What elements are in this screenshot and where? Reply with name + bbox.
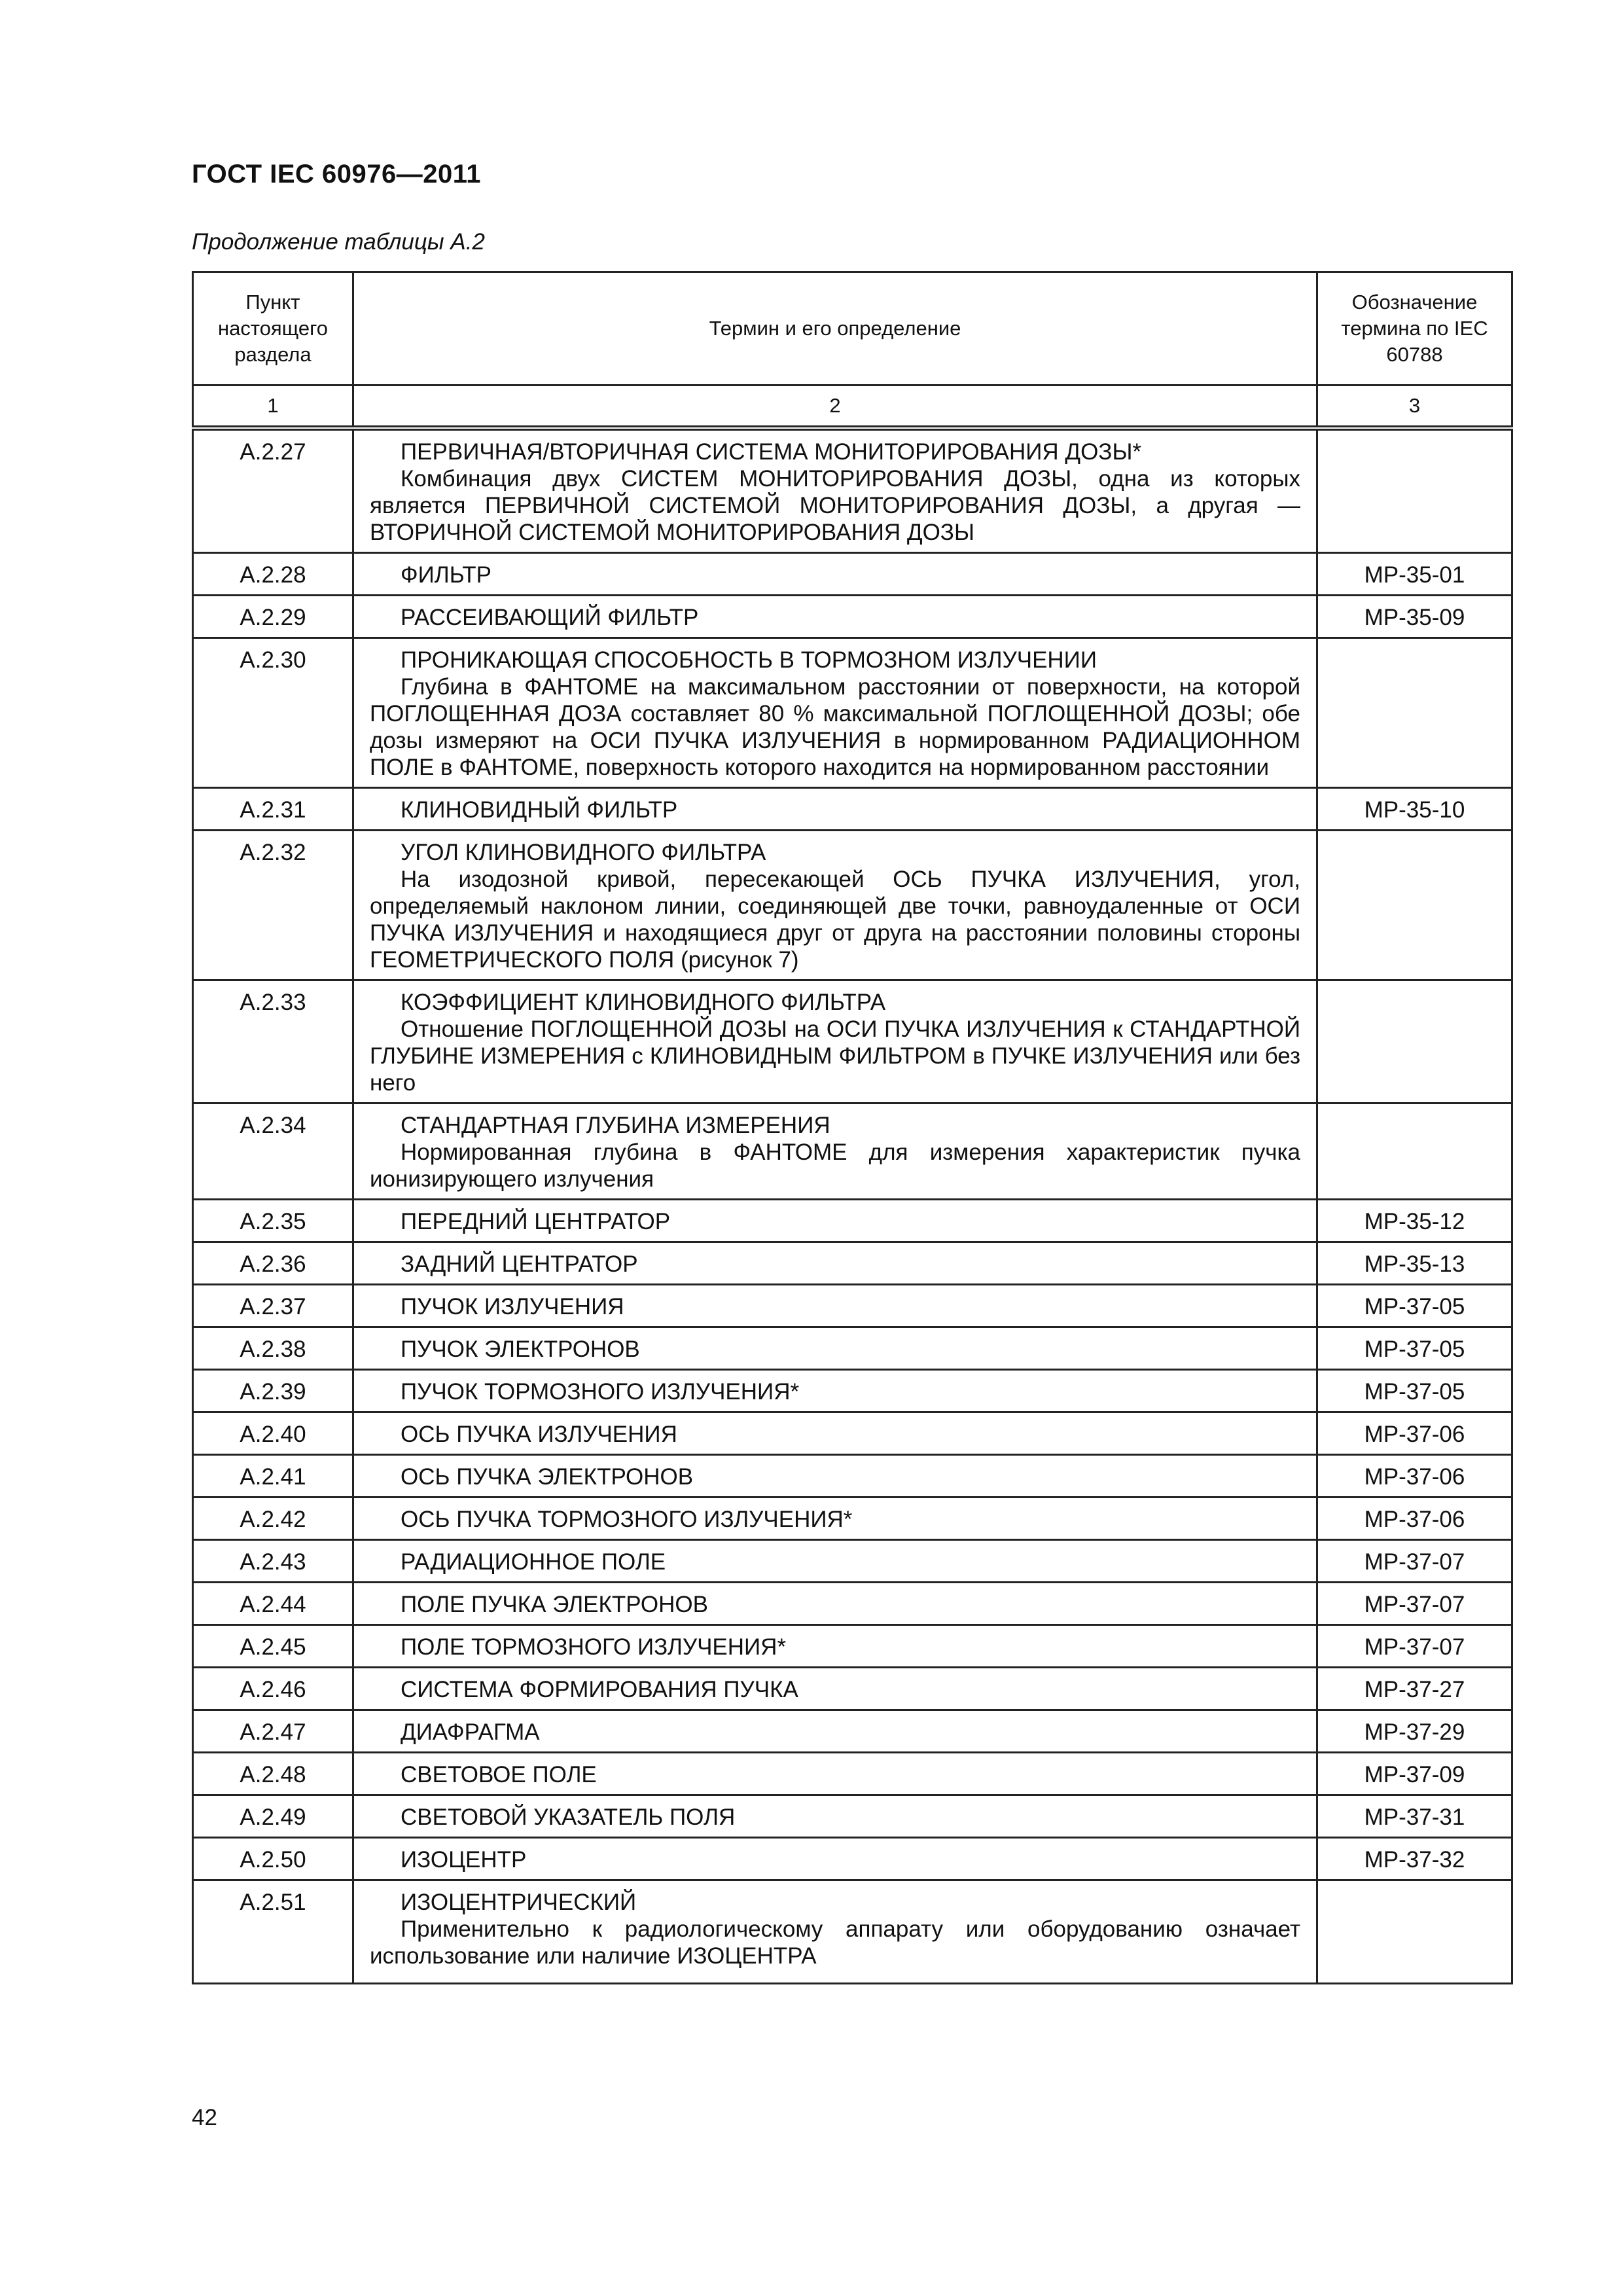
iec-code: МР-37-06 <box>1317 1412 1512 1455</box>
iec-code <box>1317 1103 1512 1200</box>
term-name: СТАНДАРТНАЯ ГЛУБИНА ИЗМЕРЕНИЯ <box>401 1113 830 1138</box>
iec-code <box>1317 428 1512 553</box>
table-row <box>193 1103 1512 1200</box>
clause-id: А.2.35 <box>193 1200 353 1242</box>
table-row <box>193 1285 1512 1327</box>
iec-code: МР-37-05 <box>1317 1285 1512 1327</box>
term-cell <box>353 1625 1317 1668</box>
clause-id: А.2.32 <box>193 831 353 980</box>
term-name: РАССЕИВАЮЩИЙ ФИЛЬТР <box>401 605 699 630</box>
term-cell <box>353 1200 1317 1242</box>
term-name: ИЗОЦЕНТР <box>401 1847 527 1873</box>
iec-code: МР-37-32 <box>1317 1838 1512 1880</box>
table-row <box>193 1498 1512 1540</box>
clause-id: А.2.40 <box>193 1412 353 1455</box>
term-name: КОЭФФИЦИЕНТ КЛИНОВИДНОГО ФИЛЬТРА <box>401 990 886 1015</box>
header-clause: Пункт настоящего раздела <box>193 272 353 386</box>
table-row <box>193 1880 1512 1984</box>
term-name: ПУЧОК ИЗЛУЧЕНИЯ <box>401 1294 624 1319</box>
clause-id: А.2.27 <box>193 428 353 553</box>
term-cell <box>353 1370 1317 1412</box>
clause-id: А.2.30 <box>193 638 353 788</box>
header-iec-code: Обозначение термина по IEC 60788 <box>1317 272 1512 386</box>
column-numbers-row <box>193 386 1512 429</box>
term-name: ОСЬ ПУЧКА ЭЛЕКТРОНОВ <box>401 1464 694 1490</box>
term-cell <box>353 1795 1317 1838</box>
iec-code: МР-37-27 <box>1317 1668 1512 1710</box>
table-row <box>193 638 1512 788</box>
term-definition: Глубина в ФАНТОМЕ на максимальном расстоянии от поверхности, на которой ПОГЛОЩЕННАЯ ДОЗА составляет 80 % максимальной ПОГЛОЩЕННОЙ ДОЗЫ; обе дозы измеряют на ОСИ ПУЧКА ИЗЛУЧЕНИЯ в нормированном РАДИАЦИОННОМ ПОЛЕ в ФАНТОМЕ, поверхность которого находится на нормированном расстоянии <box>370 674 1300 780</box>
term-name: СИСТЕМА ФОРМИРОВАНИЯ ПУЧКА <box>401 1677 798 1702</box>
term-name: ПЕРЕДНИЙ ЦЕНТРАТОР <box>401 1209 671 1234</box>
iec-code <box>1317 831 1512 980</box>
term-cell <box>353 553 1317 596</box>
clause-id: А.2.33 <box>193 980 353 1103</box>
table-row <box>193 1838 1512 1880</box>
terms-table <box>192 271 1513 1984</box>
term-name: РАДИАЦИОННОЕ ПОЛЕ <box>401 1549 666 1575</box>
term-name: ПУЧОК ТОРМОЗНОГО ИЗЛУЧЕНИЯ* <box>401 1379 800 1405</box>
table-row <box>193 1327 1512 1370</box>
table-row <box>193 1242 1512 1285</box>
term-cell <box>353 1540 1317 1583</box>
term-cell <box>353 1242 1317 1285</box>
clause-id: А.2.36 <box>193 1242 353 1285</box>
clause-id: А.2.28 <box>193 553 353 596</box>
table-row <box>193 553 1512 596</box>
column-number: 1 <box>193 386 353 429</box>
iec-code: МР-37-06 <box>1317 1498 1512 1540</box>
term-name: ПУЧОК ЭЛЕКТРОНОВ <box>401 1336 640 1362</box>
table-row <box>193 1795 1512 1838</box>
term-cell <box>353 1103 1317 1200</box>
iec-code: МР-37-06 <box>1317 1455 1512 1498</box>
clause-id: А.2.44 <box>193 1583 353 1625</box>
table-row <box>193 596 1512 638</box>
term-name: ОСЬ ПУЧКА ТОРМОЗНОГО ИЗЛУЧЕНИЯ* <box>401 1507 853 1532</box>
term-definition: Отношение ПОГЛОЩЕННОЙ ДОЗЫ на ОСИ ПУЧКА ИЗЛУЧЕНИЯ к СТАНДАРТНОЙ ГЛУБИНЕ ИЗМЕРЕНИЯ с КЛИНОВИДНЫМ ФИЛЬТРОМ в ПУЧКЕ ИЗЛУЧЕНИЯ или без него <box>370 1016 1300 1096</box>
iec-code <box>1317 1880 1512 1984</box>
iec-code <box>1317 638 1512 788</box>
table-row <box>193 831 1512 980</box>
iec-code: МР-35-13 <box>1317 1242 1512 1285</box>
iec-code: МР-37-05 <box>1317 1370 1512 1412</box>
term-cell <box>353 1498 1317 1540</box>
term-name: СВЕТОВОЙ УКАЗАТЕЛЬ ПОЛЯ <box>401 1804 736 1830</box>
term-cell <box>353 596 1317 638</box>
term-name: ПЕРВИЧНАЯ/ВТОРИЧНАЯ СИСТЕМА МОНИТОРИРОВАНИЯ ДОЗЫ* <box>401 439 1142 465</box>
table-row <box>193 788 1512 831</box>
table-row <box>193 1540 1512 1583</box>
table-row <box>193 1583 1512 1625</box>
clause-id: А.2.48 <box>193 1753 353 1795</box>
clause-id: А.2.31 <box>193 788 353 831</box>
table-row <box>193 1370 1512 1412</box>
term-cell <box>353 980 1317 1103</box>
column-number: 3 <box>1317 386 1512 429</box>
iec-code: МР-37-07 <box>1317 1540 1512 1583</box>
term-cell <box>353 1668 1317 1710</box>
iec-code: МР-37-07 <box>1317 1625 1512 1668</box>
clause-id: А.2.51 <box>193 1880 353 1984</box>
clause-id: А.2.47 <box>193 1710 353 1753</box>
term-name: СВЕТОВОЕ ПОЛЕ <box>401 1762 597 1787</box>
term-cell <box>353 831 1317 980</box>
term-name: ДИАФРАГМА <box>401 1719 540 1745</box>
table-row <box>193 1710 1512 1753</box>
clause-id: А.2.45 <box>193 1625 353 1668</box>
term-cell <box>353 1838 1317 1880</box>
term-definition: Нормированная глубина в ФАНТОМЕ для измерения характеристик пучка ионизирующего излучения <box>370 1139 1300 1192</box>
term-cell <box>353 1285 1317 1327</box>
clause-id: А.2.39 <box>193 1370 353 1412</box>
iec-code: МР-35-10 <box>1317 788 1512 831</box>
term-name: УГОЛ КЛИНОВИДНОГО ФИЛЬТРА <box>401 840 766 865</box>
term-cell <box>353 1455 1317 1498</box>
iec-code: МР-37-09 <box>1317 1753 1512 1795</box>
table-row <box>193 980 1512 1103</box>
iec-code: МР-35-09 <box>1317 596 1512 638</box>
header-term-definition: Термин и его определение <box>353 272 1317 386</box>
clause-id: А.2.46 <box>193 1668 353 1710</box>
column-number: 2 <box>353 386 1317 429</box>
iec-code: МР-37-07 <box>1317 1583 1512 1625</box>
term-name: ОСЬ ПУЧКА ИЗЛУЧЕНИЯ <box>401 1422 677 1447</box>
term-name: ФИЛЬТР <box>401 562 491 588</box>
iec-code: МР-37-05 <box>1317 1327 1512 1370</box>
term-definition: Комбинация двух СИСТЕМ МОНИТОРИРОВАНИЯ ДОЗЫ, одна из которых является ПЕРВИЧНОЙ СИСТЕМОЙ МОНИТОРИРОВАНИЯ ДОЗЫ, а другая — ВТОРИЧНОЙ СИСТЕМОЙ МОНИТОРИРОВАНИЯ ДОЗЫ <box>370 466 1300 545</box>
table-header-row <box>193 272 1512 386</box>
clause-id: А.2.29 <box>193 596 353 638</box>
clause-id: А.2.50 <box>193 1838 353 1880</box>
term-name: ИЗОЦЕНТРИЧЕСКИЙ <box>401 1890 637 1915</box>
iec-code <box>1317 980 1512 1103</box>
term-name: ПОЛЕ ТОРМОЗНОГО ИЗЛУЧЕНИЯ* <box>401 1634 787 1660</box>
clause-id: А.2.43 <box>193 1540 353 1583</box>
iec-code: МР-37-31 <box>1317 1795 1512 1838</box>
term-cell <box>353 1327 1317 1370</box>
term-name: ПРОНИКАЮЩАЯ СПОСОБНОСТЬ В ТОРМОЗНОМ ИЗЛУЧЕНИИ <box>401 647 1097 673</box>
table-row <box>193 1455 1512 1498</box>
table-row <box>193 1753 1512 1795</box>
term-cell <box>353 1753 1317 1795</box>
clause-id: А.2.49 <box>193 1795 353 1838</box>
term-cell <box>353 1412 1317 1455</box>
clause-id: А.2.37 <box>193 1285 353 1327</box>
table-row <box>193 1625 1512 1668</box>
table-row <box>193 1412 1512 1455</box>
table-caption: Продолжение таблицы А.2 <box>192 229 485 255</box>
table-row <box>193 1200 1512 1242</box>
term-cell <box>353 1880 1317 1984</box>
term-cell <box>353 1710 1317 1753</box>
clause-id: А.2.42 <box>193 1498 353 1540</box>
term-cell <box>353 1583 1317 1625</box>
clause-id: А.2.38 <box>193 1327 353 1370</box>
term-name: КЛИНОВИДНЫЙ ФИЛЬТР <box>401 797 678 823</box>
iec-code: МР-35-12 <box>1317 1200 1512 1242</box>
term-definition: На изодозной кривой, пересекающей ОСЬ ПУЧКА ИЗЛУЧЕНИЯ, угол, определяемый наклоном линии, соединяющей две точки, равноудаленные от ОСИ ПУЧКА ИЗЛУЧЕНИЯ и находящиеся друг от друга на расстоянии половины стороны ГЕОМЕТРИЧЕСКОГО ПОЛЯ (рисунок 7) <box>370 867 1300 973</box>
clause-id: А.2.34 <box>193 1103 353 1200</box>
page-number: 42 <box>192 2105 217 2130</box>
table-row <box>193 428 1512 553</box>
term-cell <box>353 638 1317 788</box>
iec-code: МР-35-01 <box>1317 553 1512 596</box>
document-title: ГОСТ IEC 60976—2011 <box>192 160 481 188</box>
term-cell <box>353 428 1317 553</box>
table-row <box>193 1668 1512 1710</box>
term-definition: Применительно к радиологическому аппарату или оборудованию означает использование или наличие ИЗОЦЕНТРА <box>370 1916 1300 1969</box>
term-cell <box>353 788 1317 831</box>
iec-code: МР-37-29 <box>1317 1710 1512 1753</box>
term-name: ЗАДНИЙ ЦЕНТРАТОР <box>401 1251 638 1277</box>
clause-id: А.2.41 <box>193 1455 353 1498</box>
term-name: ПОЛЕ ПУЧКА ЭЛЕКТРОНОВ <box>401 1592 708 1617</box>
